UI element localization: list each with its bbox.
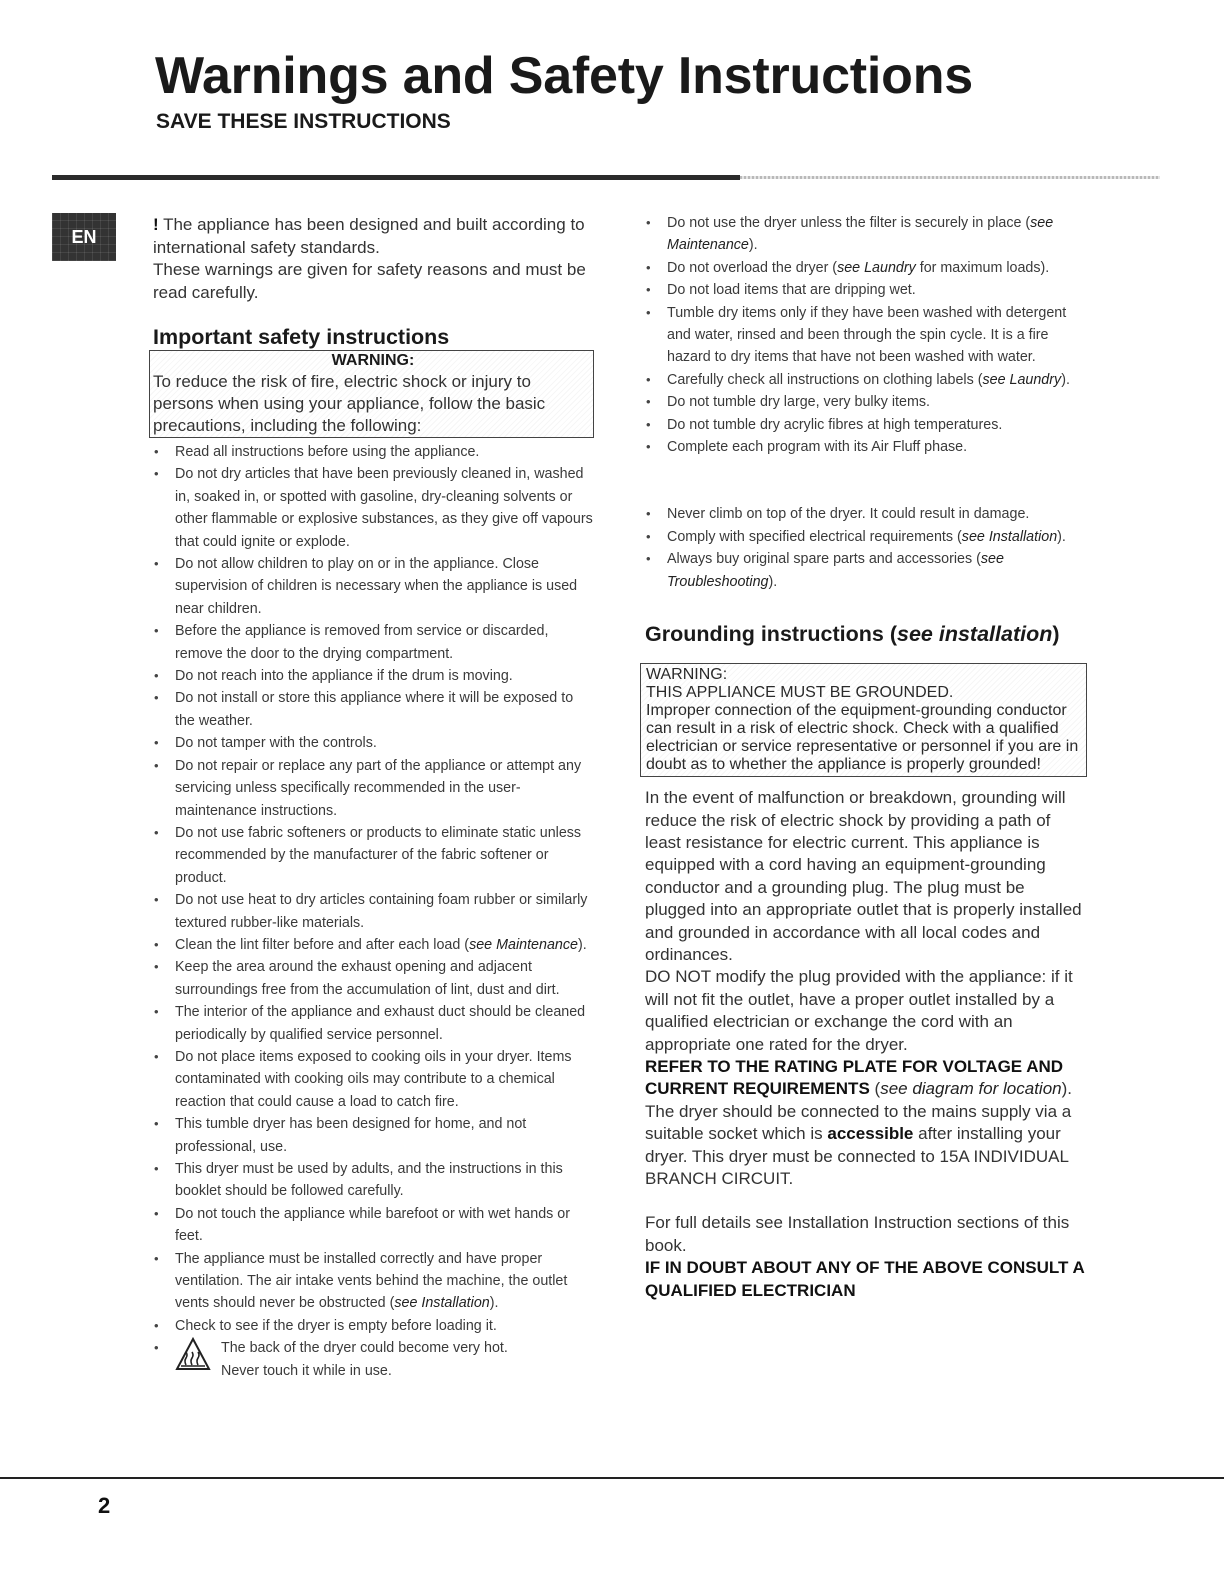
warning-text: Improper connection of the equipment-grounding conductor can result in a risk of electric shock. Check with a qualified electrician or service representative or personnel if you are in doubt as to whether the appliance is properly grounded!: [646, 702, 1079, 774]
cross-reference: see Maintenance: [667, 215, 1054, 254]
list-item: • Do not touch the appliance while barefoot or with wet hands or feet.: [153, 1203, 593, 1248]
footer-rule: [0, 1477, 1224, 1479]
list-item: • Never climb on top of the dryer. It could result in damage.: [645, 503, 1085, 525]
details-paragraph: For full details see Installation Instruction sections of this book.: [645, 1213, 1070, 1255]
item-text: for maximum loads).: [915, 259, 1050, 276]
list-item: [645, 257, 1085, 279]
hot-surface-icon: [175, 1337, 211, 1371]
list-item: • Do not repair or replace any part of the appliance or attempt any servicing unless specifically recommended in the user-maintenance instructions.: [153, 755, 593, 822]
spacer: [645, 1190, 1085, 1212]
list-item: • Do not tamper with the controls.: [153, 732, 593, 754]
list-item: • Do not tumble dry acrylic fibres at high temperatures.: [645, 414, 1085, 436]
grounding-warning-box: [640, 663, 1087, 777]
cross-reference: see Maintenance: [469, 936, 578, 953]
item-text: Do not overload the dryer (: [667, 259, 838, 276]
list-item: [645, 526, 1085, 548]
intro-mark: !: [153, 215, 159, 234]
header-rule-faded: [740, 176, 1160, 179]
item-text: ).: [489, 1295, 499, 1312]
cross-reference: see Laundry: [837, 259, 916, 276]
list-item: • Do not dry articles that have been previously cleaned in, washed in, soaked in, or spotted with gasoline, dry-cleaning solvents or other flammable or explosive substances, as they give off vapours that could ignite or explode.: [153, 463, 593, 553]
list-item: • Keep the area around the exhaust opening and adjacent surroundings free from the accumulation of lint, dust and dirt.: [153, 956, 593, 1001]
item-text: ).: [748, 237, 758, 254]
list-item: [153, 1337, 593, 1382]
right-column: [645, 212, 1085, 1302]
warning-headline: THIS APPLIANCE MUST BE GROUNDED.: [646, 684, 954, 702]
safety-warning-box: [149, 350, 594, 438]
list-item: • The interior of the appliance and exhaust duct should be cleaned periodically by qualified service personnel.: [153, 1001, 593, 1046]
page-number: 2: [98, 1493, 111, 1518]
item-text: ).: [768, 573, 778, 590]
usage-bullet-list: [645, 212, 1085, 458]
page-title: Warnings and Safety Instructions: [155, 47, 974, 105]
final-warning: IF IN DOUBT ABOUT ANY OF THE ABOVE CONSULT A QUALIFIED ELECTRICIAN: [645, 1258, 1085, 1300]
item-text: The appliance must be installed correctly and have proper ventilation. The air intake vents behind the machine, the outlet vents should never be obstructed (: [175, 1250, 568, 1312]
cross-reference: see Installation: [961, 528, 1058, 545]
cross-reference: see Troubleshooting: [667, 551, 1004, 590]
item-text: ).: [1057, 528, 1066, 545]
language-tab: EN: [52, 213, 116, 261]
list-item: • Do not place items exposed to cooking oils in your dryer. Items contaminated with cooking oils may contribute to a chemical reaction that could cause a load to catch fire.: [153, 1046, 593, 1113]
list-item: [153, 934, 593, 956]
item-text: Clean the lint filter before and after each load (: [175, 936, 470, 953]
warning-label: WARNING:: [331, 352, 415, 369]
cross-reference: see Installation: [394, 1295, 490, 1312]
list-item: • This tumble dryer has been designed for home, and not professional, use.: [153, 1113, 593, 1158]
intro-text-2: These warnings are given for safety reasons and must be read carefully.: [153, 260, 586, 302]
safety-heading: Important safety instructions: [153, 325, 450, 349]
list-item: • Do not tumble dry large, very bulky items.: [645, 391, 1085, 413]
item-text: ).: [577, 936, 587, 953]
warning-label: WARNING:: [646, 666, 728, 684]
cross-reference: see Laundry: [982, 371, 1062, 388]
header-rule: [52, 175, 740, 180]
rating-paragraph: REFER TO THE RATING PLATE FOR VOLTAGE AND CURRENT REQUIREMENTS (see diagram for location).: [645, 1056, 1073, 1099]
left-column: [153, 214, 593, 1382]
page-subtitle: SAVE THESE INSTRUCTIONS: [156, 110, 451, 133]
grounding-paragraph: In the event of malfunction or breakdown, grounding will reduce the risk of electric shock by providing a path of least resistance for electric current. This appliance is equipped with a cord having an equipment-grounding conductor and a grounding plug. The plug must be plugged into an appropriate outlet that is properly installed and grounded in accordance with all local codes and ordinances.: [645, 788, 1082, 964]
list-item: • Do not allow children to play on or in the appliance. Close supervision of children is necessary when the appliance is used near children.: [153, 553, 593, 620]
list-item: • Do not install or store this appliance where it will be exposed to the weather.: [153, 687, 593, 732]
list-item: • This dryer must be used by adults, and the instructions in this booklet should be followed carefully.: [153, 1158, 593, 1203]
list-item: [153, 1248, 593, 1315]
safety-bullet-list: [153, 441, 593, 1382]
item-text: ).: [1061, 371, 1070, 388]
list-item: • Complete each program with its Air Fluff phase.: [645, 436, 1085, 458]
list-item: [645, 548, 1085, 593]
spacer: [645, 458, 1085, 503]
item-text: Do not use the dryer unless the filter is securely in place (: [667, 215, 1031, 231]
list-item: [645, 212, 1085, 257]
hot-surface-warning: [175, 1337, 508, 1382]
plug-paragraph: DO NOT modify the plug provided with the appliance: if it will not fit the outlet, have a proper outlet installed by a qualified electrician or exchange the cord with an appropriate one rated for the dryer.: [645, 967, 1073, 1054]
list-item: • Tumble dry items only if they have been washed with detergent and water, rinsed and been through the spin cycle. It is a fire hazard to dry items that have not been washed with water.: [645, 302, 1085, 369]
hot-surface-text: • The back of the dryer could become very hot. Never touch it while in use.: [221, 1340, 508, 1379]
list-item: • Read all instructions before using the appliance.: [153, 441, 593, 463]
list-item: • Do not load items that are dripping wet.: [645, 279, 1085, 301]
list-item: • Check to see if the dryer is empty before loading it.: [153, 1315, 593, 1337]
supply-paragraph: The dryer should be connected to the mains supply via a suitable socket which is accessible after installing your dryer. This dryer must be connected to 15A INDIVIDUAL BRANCH CIRCUIT.: [645, 1101, 1072, 1188]
list-item: • Before the appliance is removed from service or discarded, remove the door to the drying compartment.: [153, 620, 593, 665]
item-text: Always buy original spare parts and accessories (: [667, 551, 981, 568]
intro-text: The appliance has been designed and built according to international safety standards.: [153, 215, 585, 257]
intro-paragraph: [153, 214, 593, 304]
list-item: • Do not use fabric softeners or products to eliminate static unless recommended by the manufacturer of the fabric softener or product.: [153, 822, 593, 889]
list-item: [645, 369, 1085, 391]
grounding-heading: Grounding instructions (see installation): [645, 622, 1060, 647]
list-item: • Do not reach into the appliance if the drum is moving.: [153, 665, 593, 687]
list-item: • Do not use heat to dry articles containing foam rubber or similarly textured rubber-like materials.: [153, 889, 593, 934]
item-text: Carefully check all instructions on clothing labels (: [667, 371, 983, 388]
warning-text: To reduce the risk of fire, electric shock or injury to persons when using your appliance, follow the basic precautions, including the following:: [153, 372, 546, 435]
general-bullet-list: [645, 503, 1085, 593]
item-text: Comply with specified electrical requirements (: [667, 528, 962, 545]
